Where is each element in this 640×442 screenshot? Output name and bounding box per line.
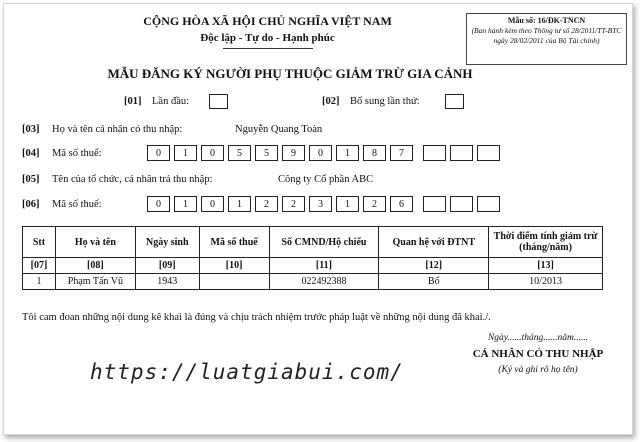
payer-tax-code-code: [06] — [22, 199, 40, 210]
tax-digit-box[interactable]: 0 — [201, 196, 224, 212]
tax-digit-box[interactable]: 0 — [147, 145, 170, 161]
column-header: Mã số thuế — [199, 227, 269, 258]
payer-name-code: [05] — [22, 174, 40, 185]
column-code: [09] — [135, 258, 199, 274]
tax-digit-box[interactable]: 9 — [282, 145, 305, 161]
tax-digit-box[interactable]: 5 — [228, 145, 251, 161]
supplement-checkbox[interactable] — [445, 94, 464, 109]
table-cell: Bố — [379, 274, 489, 290]
dependents-table — [22, 226, 603, 290]
taxpayer-name-value: Nguyễn Quang Toàn — [235, 124, 323, 135]
column-code: [11] — [269, 258, 379, 274]
table-cell: 022492388 — [269, 274, 379, 290]
column-code: [07] — [23, 258, 56, 274]
taxpayer-tax-code-code: [04] — [22, 148, 40, 159]
payer-name-value: Công ty Cổ phần ABC — [278, 174, 374, 185]
form-number: Mẫu số: 16/ĐK-TNCN — [507, 16, 586, 25]
tax-digit-box[interactable]: 0 — [201, 145, 224, 161]
signature-note: (Ký và ghi rõ họ tên) — [498, 365, 578, 375]
tax-digit-box[interactable] — [423, 196, 446, 212]
payer-tax-code-label: Mã số thuế: — [52, 199, 102, 210]
supplement-code: [02] — [322, 96, 340, 107]
column-header: Ngày sinh — [135, 227, 199, 258]
tax-digit-box[interactable]: 1 — [174, 145, 197, 161]
tax-digit-box[interactable]: 2 — [255, 196, 278, 212]
table-header-row — [23, 227, 603, 258]
column-header: Quan hệ với ĐTNT — [379, 227, 489, 258]
date-line: Ngày......tháng......năm...... — [487, 333, 589, 343]
tax-digit-box[interactable]: 2 — [282, 196, 305, 212]
payer-tax-code-boxes — [147, 196, 500, 212]
table-cell — [199, 274, 269, 290]
column-code: [12] — [379, 258, 489, 274]
column-header: Thời điểm tính giảm trừ (tháng/năm) — [489, 227, 603, 258]
column-header: Họ và tên — [55, 227, 135, 258]
first-time-code: [01] — [124, 96, 142, 107]
form-title: MẪU ĐĂNG KÝ NGƯỜI PHỤ THUỘC GIẢM TRỪ GIA CẢNH — [107, 66, 473, 81]
table-cell: 10/2013 — [489, 274, 603, 290]
column-code: [08] — [55, 258, 135, 274]
tax-digit-box[interactable]: 6 — [390, 196, 413, 212]
table-row — [23, 274, 603, 290]
tax-digit-box[interactable] — [423, 145, 446, 161]
tax-digit-box[interactable]: 7 — [390, 145, 413, 161]
taxpayer-name-label: Họ và tên cá nhân có thu nhập: — [52, 124, 183, 135]
motto-underline — [223, 48, 313, 49]
tax-digit-box[interactable]: 0 — [147, 196, 170, 212]
tax-digit-box[interactable] — [450, 196, 473, 212]
tax-digit-box[interactable] — [477, 196, 500, 212]
tax-digit-box[interactable] — [450, 145, 473, 161]
table-cell: Phạm Tấn Vũ — [55, 274, 135, 290]
form-issuance-note: (Ban hành kèm theo Thông tư số 28/2011/TT-BTC ngày 28/02/2011 của Bộ Tài chính) — [471, 26, 622, 45]
first-time-label: Lần đầu: — [152, 96, 190, 107]
column-header: Stt — [23, 227, 56, 258]
table-code-row — [23, 258, 603, 274]
table-cell: 1943 — [135, 274, 199, 290]
tax-digit-box[interactable]: 3 — [309, 196, 332, 212]
tax-digit-box[interactable]: 2 — [363, 196, 386, 212]
supplement-label: Bổ sung lần thứ: — [350, 96, 420, 107]
tax-digit-box[interactable]: 1 — [336, 145, 359, 161]
tax-digit-box[interactable]: 8 — [363, 145, 386, 161]
taxpayer-name-code: [03] — [22, 124, 40, 135]
website-watermark: https://luatgiabui.com/ — [90, 360, 404, 384]
form-number-box — [466, 13, 627, 65]
tax-digit-box[interactable] — [477, 145, 500, 161]
table-cell: 1 — [23, 274, 56, 290]
column-code: [10] — [199, 258, 269, 274]
country-header: CỘNG HÒA XÃ HỘI CHỦ NGHĨA VIỆT NAM — [143, 14, 392, 28]
tax-digit-box[interactable]: 0 — [309, 145, 332, 161]
taxpayer-tax-code-boxes — [147, 145, 500, 161]
tax-digit-box[interactable]: 1 — [336, 196, 359, 212]
tax-digit-box[interactable]: 1 — [174, 196, 197, 212]
taxpayer-tax-code-label: Mã số thuế: — [52, 148, 102, 159]
tax-digit-box[interactable]: 1 — [228, 196, 251, 212]
column-header: Số CMND/Hộ chiếu — [269, 227, 379, 258]
declaration-text: Tôi cam đoan những nội dung kê khai là đúng và chịu trách nhiệm trước pháp luật về những nội dung đã khai./. — [22, 312, 491, 323]
tax-digit-box[interactable]: 5 — [255, 145, 278, 161]
first-time-checkbox[interactable] — [209, 94, 228, 109]
motto-header: Độc lập - Tự do - Hạnh phúc — [200, 32, 335, 44]
payer-name-label: Tên của tổ chức, cá nhân trả thu nhập: — [52, 174, 213, 185]
signer-title: CÁ NHÂN CÓ THU NHẬP — [472, 348, 604, 360]
column-code: [13] — [489, 258, 603, 274]
